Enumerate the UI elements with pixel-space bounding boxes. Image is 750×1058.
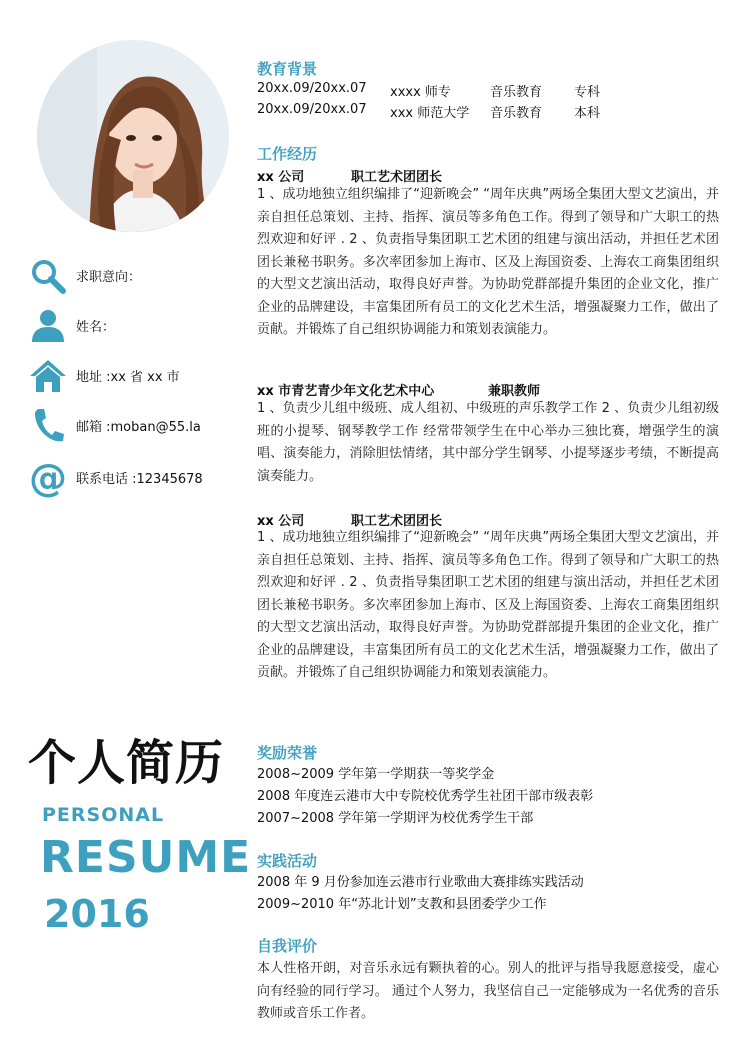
at-icon — [28, 458, 68, 498]
job-description: 1 、成功地独立组织编排了“迎新晚会” “周年庆典”两场全集团大型文艺演出，并亲自担任总策划、主持、指挥、演员等多角色工作。得到了领导和广大职工的热烈欢迎和好评 . 2 、负责指导集团职工艺术团的组建与演出活动，并担任艺术团团长兼秘书职务。多次率团参加上海市、区及上海国资委、上海农工商集团组织的大型文艺演出活动，取得良好声誉。为协助党群部提升集团的企业文化，推广企业的品牌建设，丰富集团所有员工的文化艺术生活，增强凝聚力工作，做出了贡献。并锻炼了自己组织协调能力和策划表演能力。 — [257, 187, 719, 337]
contact-job-intention — [28, 256, 248, 296]
self-eval-title: 自我评价 — [257, 937, 318, 955]
award-item: 2008 年度连云港市大中专院校优秀学生社团干部市级表彰 — [257, 789, 594, 804]
phone-icon — [28, 406, 68, 446]
practice-item: 2008 年 9 月份参加连云港市行业歌曲大赛排练实践活动 — [257, 875, 584, 890]
edu-school: xxx 师范大学 — [390, 106, 470, 121]
award-item: 2008~2009 学年第一学期获一等奖学金 — [257, 767, 495, 782]
education-title: 教育背景 — [257, 60, 318, 78]
job-description: 1 、负责少儿组中级班、成人组初、中级班的声乐教学工作 2 、负责少儿组初级班的小提琴、钢琴教学工作 经常带领学生在中心举办三独比赛，增强学生的演唱、演奏能力，消除胆怯情绪，其中部分学生钢琴、小提琴逐步考绩，不断提高演奏能力。 — [257, 401, 719, 484]
resume-title-cn: 个人简历 — [28, 735, 225, 791]
resume-title-personal: PERSONAL — [42, 804, 165, 826]
profile-photo — [37, 40, 229, 232]
edu-major: 音乐教育 — [490, 85, 543, 100]
job-description: 1 、成功地独立组织编排了“迎新晚会” “周年庆典”两场全集团大型文艺演出，并亲自担任总策划、主持、指挥、演员等多角色工作。得到了领导和广大职工的热烈欢迎和好评 . 2 、负责指导集团职工艺术团的组建与演出活动，并担任艺术团团长兼秘书职务。多次率团参加上海市、区及上海国资委、上海农工商集团组织的大型文艺演出活动，取得良好声誉。为协助党群部提升集团的企业文化，推广企业的品牌建设，丰富集团所有员工的文化艺术生活，增强凝聚力工作，做出了贡献。并锻炼了自己组织协调能力和策划表演能力。 — [257, 530, 719, 680]
edu-degree: 专科 — [574, 85, 601, 100]
job-company: xx 公司 — [257, 514, 305, 529]
award-item: 2007~2008 学年第一学期评为校优秀学生干部 — [257, 811, 534, 826]
resume-title-resume: RESUME — [40, 832, 252, 883]
search-icon — [28, 256, 68, 296]
practice-list — [257, 872, 584, 916]
contact-label: 地址 :xx 省 xx 市 — [76, 370, 180, 385]
edu-degree: 本科 — [574, 106, 601, 121]
practice-title: 实践活动 — [257, 852, 318, 870]
edu-period: 20xx.09/20xx.07 — [257, 81, 367, 96]
self-eval-text: 本人性格开朗，对音乐永远有颗执着的心。别人的批评与指导我愿意接受，虚心向有经验的同行学习。 通过个人努力，我坚信自己一定能够成为一名优秀的音乐教师或音乐工作者。 — [257, 961, 719, 1021]
contact-label: 求职意向： — [76, 270, 142, 285]
contact-address — [28, 356, 248, 396]
contact-label: 邮箱 :moban@55.la — [76, 420, 201, 435]
awards-list — [257, 764, 593, 830]
job-position: 职工艺术团团长 — [351, 514, 443, 529]
practice-item: 2009~2010 年“苏北计划”支教和县团委学少工作 — [257, 897, 547, 912]
contact-label: 姓名： — [76, 320, 116, 335]
edu-school: xxxx 师专 — [390, 85, 451, 100]
user-icon — [28, 306, 68, 346]
svg-text:@: @ — [29, 458, 67, 498]
contact-phone — [28, 458, 248, 498]
job-position: 兼职教师 — [488, 384, 541, 399]
job-company: xx 公司 — [257, 170, 305, 185]
contact-name — [28, 306, 248, 346]
edu-period: 20xx.09/20xx.07 — [257, 102, 367, 117]
contact-email — [28, 406, 248, 446]
work-title: 工作经历 — [257, 145, 318, 163]
job-position: 职工艺术团团长 — [351, 170, 443, 185]
resume-year: 2016 — [44, 892, 150, 936]
home-icon — [28, 356, 68, 396]
awards-title: 奖励荣誉 — [257, 744, 318, 762]
edu-major: 音乐教育 — [490, 106, 543, 121]
contact-label: 联系电话 :12345678 — [76, 472, 203, 487]
portrait-illustration — [37, 40, 229, 232]
job-company: xx 市青艺青少年文化艺术中心 — [257, 384, 435, 399]
